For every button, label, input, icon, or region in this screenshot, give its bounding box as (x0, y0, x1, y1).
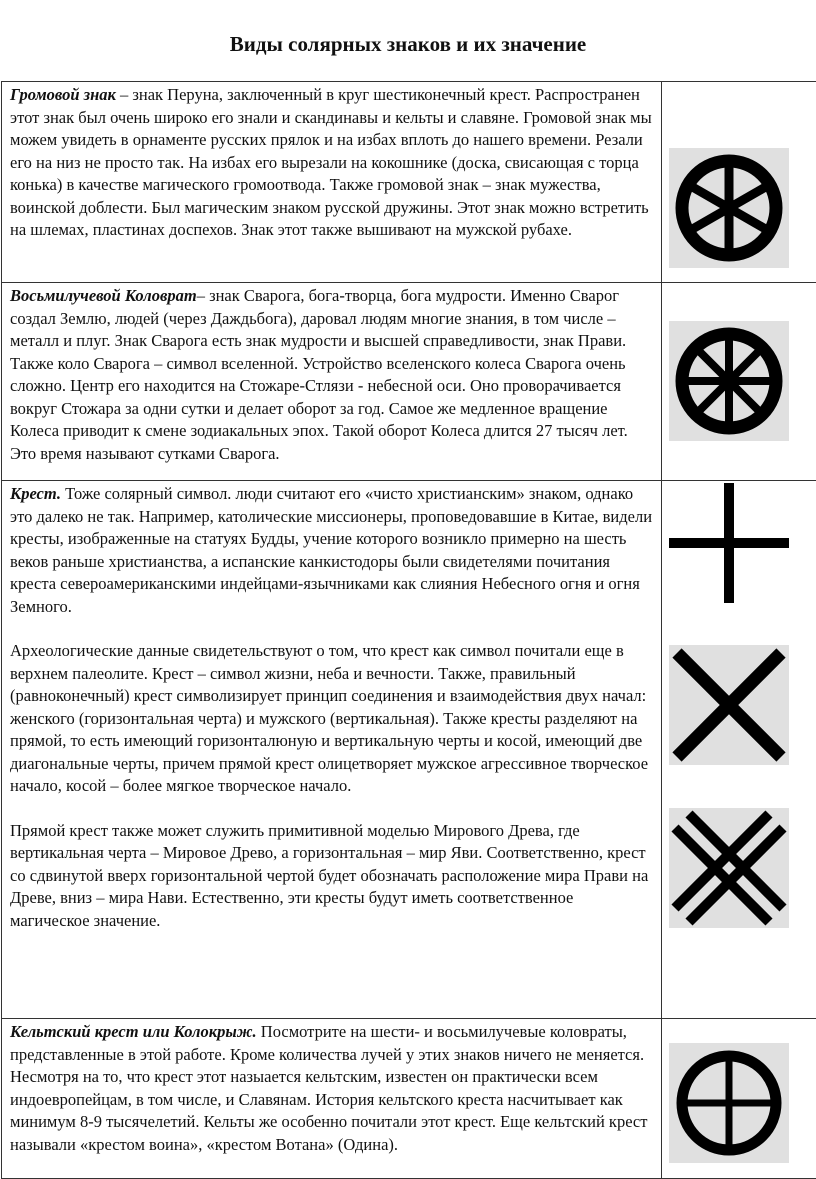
diagonal-cross-icon (669, 645, 789, 765)
term-thunder-sign: Громовой знак (10, 85, 116, 104)
paragraph (10, 483, 655, 618)
description-celtic-cross: Посмотрите на шести- и восьмилучевые коловраты, представленные в этой работе. Кроме количества лучей у этих знаков ничего не меняется. Несмотря на то, что крест этот назыается кельтским, известен он практически всем индоевропейцам, в том числе, и Славянам. История кельтского креста насчитывает как минимум 8-9 тысячелетий. Кельты же особенно почитали этот крест. Еще кельтский крест называли «крестом воина», «крестом Вотана» (Одина). (10, 1022, 647, 1154)
term-cross: Крест. (10, 484, 61, 503)
symbol-cell-celtic (662, 1019, 816, 1179)
symbols-table (1, 81, 816, 1179)
description-cross-1: Тоже солярный символ. люди считают его «чисто христианским» знаком, однако это далеко не так. Например, католические миссионеры, проповедовавшие в Китае, видели кресты, изображенные на статуях Будды, учение которого возникло примерно на шесть веков раньше христианства, а испанские канкистодоры были свидетелями почитания креста североамериканскими индейцами-язычниками как слияния Небесного огня и огня Земного. (10, 484, 652, 616)
row-text-celtic (2, 1019, 662, 1179)
symbol-cell-thunder (662, 82, 816, 283)
term-celtic-cross: Кельтский крест или Колокрыж. (10, 1022, 257, 1041)
row-text-thunder (2, 82, 662, 283)
eight-spoke-wheel-icon (669, 321, 789, 441)
paragraph: Археологические данные свидетельствуют о том, что крест как символ почитали еще в верхнем палеолите. Крест – символ жизни, неба и вечности. Также, правильный (равноконечный) крест символизирует принцип соединения и взаимодействия двух начал: женского (горизонтальная черта) и мужского (вертикальная). Также кресты разделяют на прямой, то есть имеющий горизонталюную и вертикальную черты и косой, имеющий две диагональные черты, причем прямой крест олицетворяет мужское агрессивное творческое начало, косой – более мягкое творческое начало. (10, 640, 655, 798)
table-row (2, 1019, 816, 1179)
term-kolovrat: Восьмилучевой Коловрат (10, 286, 197, 305)
row-text-cross (2, 481, 662, 1019)
table-row (2, 481, 816, 1019)
straight-cross-icon (669, 483, 789, 603)
celtic-cross-icon (669, 1043, 789, 1163)
symbol-cell-cross (662, 481, 816, 1019)
paragraph: Прямой крест также может служить примитивной моделью Мирового Древа, где вертикальная черта – Мировое Древо, а горизонтальная – мир Яви. Соответственно, крест со сдвинутой вверх горизонтальной чертой будет обозначать расположение мира Прави на Древе, вниз – мира Нави. Естественно, эти кресты будут иметь соответственное магическое значение. (10, 820, 655, 933)
page-title: Виды солярных знаков и их значение (0, 32, 816, 57)
description-kolovrat: – знак Сварога, бога-творца, бога мудрости. Именно Сварог создал Землю, людей (через Даждьбога), даровал людям многие знания, в том числе – металл и плуг. Знак Сварога есть знак мудрости и высшей справедливости, знак Прави. Также коло Сварога – символ вселенной. Устройство вселенского колеса Сварога очень сложно. Центр его находится на Стожаре-Стлязи - небесной оси. Оно проворачивается вокруг Стожара за одни сутки и делает оборот за год. Самое же медленное вращение Колеса приводит к смене зодиакальных эпох. Такой оборот Колеса длится 27 тысяч лет. Это время называют сутками Сварога. (10, 286, 628, 463)
table-row (2, 82, 816, 283)
six-spoke-wheel-icon (669, 148, 789, 268)
description-thunder-sign: – знак Перуна, заключенный в круг шестиконечный крест. Распространен этот знак был очень широко его знали и скандинавы и кельты и славяне. Громовой знак мы можем увидеть в орнаменте русских прялок и на избах вплоть до нашего времени. Резали его на низ не просто так. На избах его вырезали на кокошнике (доска, свисающая с торца конька) в качестве магического громоотвода. Также громовой знак – знак мужества, воинской доблести. Был магическим знаком русской дружины. Этот знак можно встретить на шлемах, пластинах доспехов. Знак этот также вышивают на мужской рубахе. (10, 85, 652, 239)
double-diagonal-cross-icon (669, 808, 789, 928)
row-text-kolovrat (2, 283, 662, 481)
symbol-cell-kolovrat (662, 283, 816, 481)
table-row (2, 283, 816, 481)
